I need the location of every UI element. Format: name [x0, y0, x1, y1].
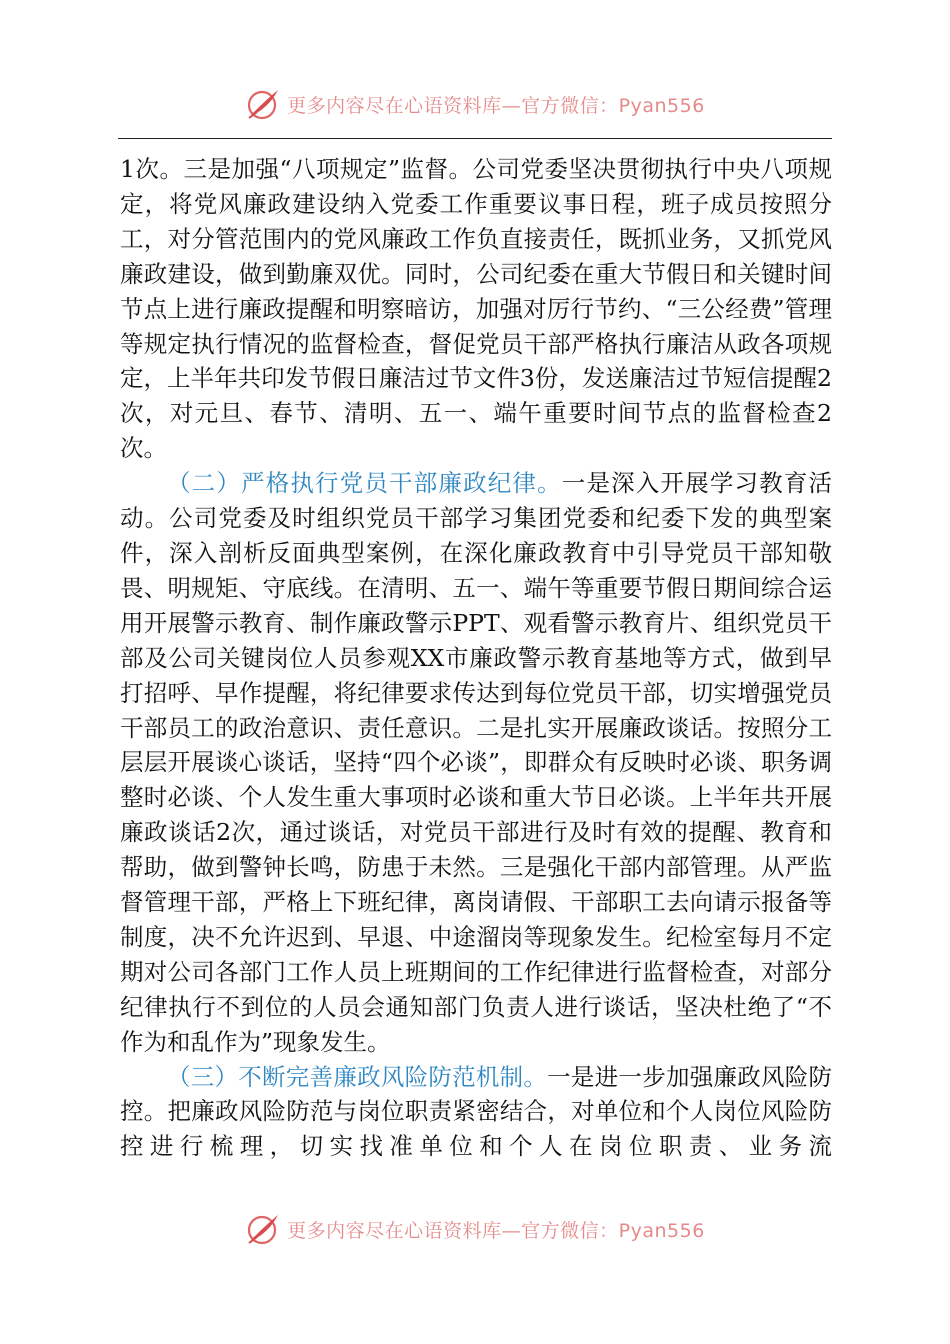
quill-pen-logo-icon — [245, 1212, 281, 1246]
top-watermark — [0, 84, 950, 124]
paragraph-1-text: 1次。三是加强“八项规定”监督。公司党委坚决贯彻执行中央八项规定，将党风廉政建设纳入党委工作重要议事日程，班子成员按照分工，对分管范围内的党风廉政工作负直接责任，既抓业务，又抓党风廉政建设，做到勤廉双优。同时，公司纪委在重大节假日和关键时间节点上进行廉政提醒和明察暗访，加强对厉行节约、“三公经费”管理等规定执行情况的监督检查，督促党员干部严格执行廉洁从政各项规定，上半年共印发节假日廉洁过节文件3份，发送廉洁过节短信提醒2次，对元旦、春节、清明、五一、端午重要时间节点的监督检查2次。 — [120, 155, 832, 463]
wechat-id: Pyan556 — [618, 1219, 705, 1242]
paragraph-1 — [120, 152, 832, 466]
paragraph-3 — [120, 1060, 832, 1165]
paragraph-3-text: 一是进一步加强廉政风险防控。把廉政风险防范与岗位职责紧密结合，对单位和个人岗位风险防控进行梳理，切实找准单位和个人在岗位职责、业务流 — [120, 1062, 833, 1161]
watermark-text: 更多内容尽在心语资料库—官方微信：Pyan556 — [287, 94, 705, 117]
document-body — [120, 152, 832, 1164]
paragraph-2-text: 一是深入开展学习教育活动。公司党委及时组织党员干部学习集团党委和纪委下发的典型案件，深入剖析反面典型案例，在深化廉政教育中引导党员干部知敬畏、明规矩、守底线。在清明、五一、端午等重要节假日期间综合运用开展警示教育、制作廉政警示PPT、观看警示教育片、组织党员干部及公司关键岗位人员参观XX市廉政警示教育基地等方式，做到早打招呼、早作提醒，将纪律要求传达到每位党员干部，切实增强党员干部员工的政治意识、责任意识。二是扎实开展廉政谈话。按照分工层层开展谈心谈话，坚持“四个必谈”，即群众有反映时必谈、职务调整时必谈、个人发生重大事项时必谈和重大节日必谈。上半年共开展廉政谈话2次，通过谈话，对党员干部进行及时有效的提醒、教育和帮助，做到警钟长鸣，防患于未然。三是强化干部内部管理。从严监督管理干部，严格上下班纪律，离岗请假、干部职工去向请示报备等制度，决不允许迟到、早退、中途溜岗等现象发生。纪检室每月不定期对公司各部门工作人员上班期间的工作纪律进行监督检查，对部分纪律执行不到位的人员会通知部门负责人进行谈话，坚决杜绝了“不作为和乱作为”现象发生。 — [120, 469, 833, 1056]
section-heading-3: （三）不断完善廉政风险防范机制。 — [167, 1062, 548, 1091]
section-heading-2: （二）严格执行党员干部廉政纪律。 — [167, 469, 562, 498]
watermark-text: 更多内容尽在心语资料库—官方微信：Pyan556 — [287, 1219, 705, 1242]
paragraph-2 — [120, 466, 832, 1059]
bottom-watermark — [0, 1209, 950, 1249]
quill-pen-logo-icon — [245, 87, 281, 121]
wechat-id: Pyan556 — [618, 94, 705, 117]
header-divider — [118, 138, 832, 139]
